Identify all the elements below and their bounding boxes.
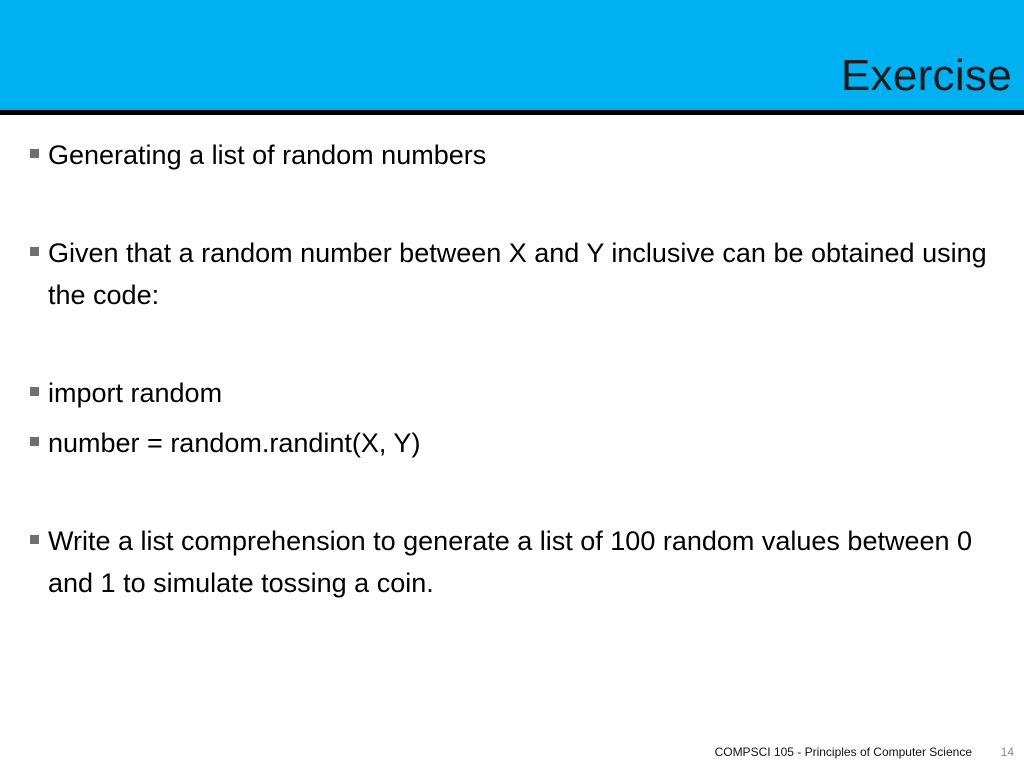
bullet-text: Write a list comprehension to generate a list of 100 random values between 0 and 1 to simulate tossing a coin.	[48, 526, 973, 598]
bullet-text: number = random.randint(X, Y)	[48, 428, 421, 458]
bullet-text: Given that a random number between X and Y inclusive can be obtained using the code:	[48, 238, 987, 310]
square-bullet-icon	[30, 535, 39, 544]
bullet-item	[30, 134, 990, 176]
footer-course: COMPSCI 105 - Principles of Computer Science	[714, 745, 972, 759]
square-bullet-icon	[30, 247, 39, 256]
bullet-item	[30, 232, 990, 316]
bullet-item	[30, 422, 990, 464]
bullet-item	[30, 372, 990, 414]
square-bullet-icon	[30, 149, 39, 158]
slide-title: Exercise	[840, 51, 1012, 100]
square-bullet-icon	[30, 437, 39, 446]
square-bullet-icon	[30, 387, 39, 396]
bullet-text: Generating a list of random numbers	[48, 140, 487, 170]
bullet-text: import random	[48, 378, 223, 408]
title-bar	[0, 0, 1024, 115]
footer-page-number: 14	[1000, 745, 1014, 759]
bullet-list	[30, 134, 990, 604]
bullet-item	[30, 520, 990, 604]
